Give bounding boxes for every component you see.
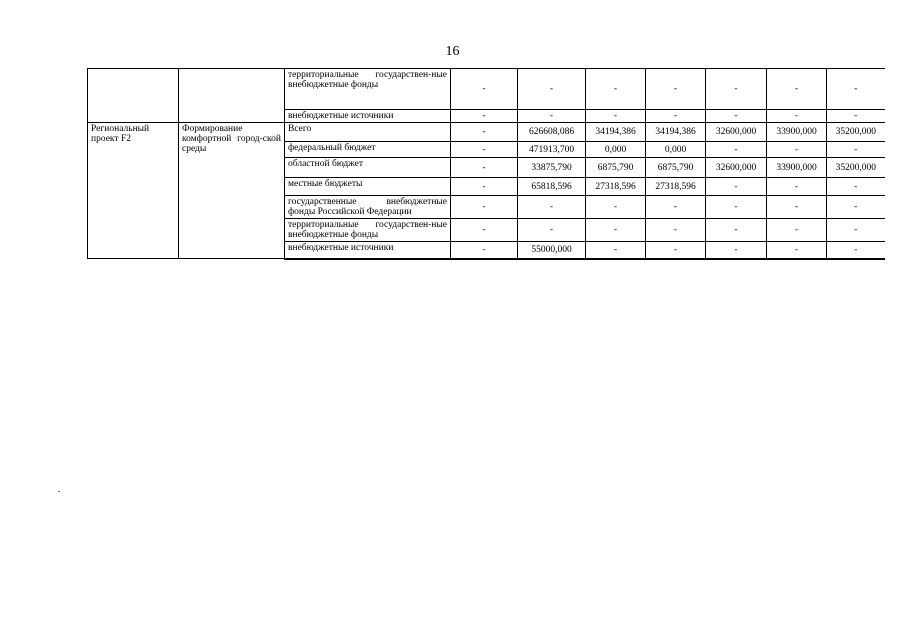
value-cell: - [706, 196, 767, 219]
value-cell: 471913,700 [518, 142, 586, 158]
page-number: 16 [445, 44, 460, 59]
funding-source-cell: внебюджетные источники [285, 242, 451, 259]
value-cell: - [646, 110, 706, 123]
funding-source-cell: территориальные государствен-ные внебюджетные фонды [285, 219, 451, 242]
value-cell: - [646, 242, 706, 259]
value-cell: - [706, 178, 767, 196]
value-cell: 55000,000 [518, 242, 586, 259]
value-cell: - [518, 219, 586, 242]
funding-source-cell: Всего [285, 123, 451, 142]
value-cell: - [767, 178, 827, 196]
value-cell: - [451, 69, 518, 110]
value-cell: 35200,000 [827, 123, 885, 142]
value-cell: 33900,000 [767, 158, 827, 178]
value-cell: 626608,086 [518, 123, 586, 142]
value-cell: - [586, 69, 646, 110]
value-cell: - [827, 69, 885, 110]
value-cell: - [827, 219, 885, 242]
funding-source-cell: территориальные государствен-ные внебюджетные фонды [285, 69, 451, 110]
scan-speck [58, 491, 60, 492]
value-cell: 0,000 [646, 142, 706, 158]
value-cell: 65818,596 [518, 178, 586, 196]
value-cell: - [767, 142, 827, 158]
funding-source-cell: федеральный бюджет [285, 142, 451, 158]
funding-source-cell: внебюджетные источники [285, 110, 451, 123]
table-row [88, 69, 885, 110]
value-cell: 35200,000 [827, 158, 885, 178]
value-cell: - [827, 142, 885, 158]
value-cell: - [451, 242, 518, 259]
value-cell: - [586, 242, 646, 259]
value-cell: 32600,000 [706, 158, 767, 178]
value-cell: 27318,596 [586, 178, 646, 196]
funding-source-cell: областной бюджет [285, 158, 451, 178]
project-goal-cell: Формирование комфортной город-ской среды [179, 123, 285, 259]
funding-source-cell: государственные внебюджетные фонды Российской Федерации [285, 196, 451, 219]
value-cell: - [767, 242, 827, 259]
value-cell: 34194,386 [646, 123, 706, 142]
value-cell: - [706, 242, 767, 259]
value-cell: 6875,790 [586, 158, 646, 178]
value-cell: - [646, 69, 706, 110]
value-cell: - [518, 196, 586, 219]
value-cell: - [451, 123, 518, 142]
value-cell: 27318,596 [646, 178, 706, 196]
value-cell: - [767, 69, 827, 110]
value-cell: - [586, 196, 646, 219]
value-cell: - [451, 110, 518, 123]
value-cell: - [706, 219, 767, 242]
value-cell: 34194,386 [586, 123, 646, 142]
empty-cell [179, 69, 285, 123]
value-cell: - [518, 110, 586, 123]
funding-source-cell: местные бюджеты [285, 178, 451, 196]
value-cell: - [586, 219, 646, 242]
value-cell: 33900,000 [767, 123, 827, 142]
value-cell: - [646, 196, 706, 219]
value-cell: - [646, 219, 706, 242]
value-cell: - [451, 196, 518, 219]
value-cell: - [451, 178, 518, 196]
value-cell: - [586, 110, 646, 123]
value-cell: - [827, 110, 885, 123]
budget-table [87, 68, 885, 260]
value-cell: - [518, 69, 586, 110]
value-cell: - [767, 219, 827, 242]
value-cell: - [767, 196, 827, 219]
value-cell: - [706, 69, 767, 110]
project-name-cell: Региональный проект F2 [88, 123, 179, 259]
empty-cell [88, 69, 179, 123]
value-cell: - [451, 219, 518, 242]
value-cell: - [451, 158, 518, 178]
value-cell: 0,000 [586, 142, 646, 158]
value-cell: 33875,790 [518, 158, 586, 178]
table-row [88, 123, 885, 142]
value-cell: - [706, 142, 767, 158]
value-cell: - [451, 142, 518, 158]
value-cell: - [827, 178, 885, 196]
table-body [88, 69, 885, 259]
value-cell: - [706, 110, 767, 123]
value-cell: 6875,790 [646, 158, 706, 178]
value-cell: - [827, 196, 885, 219]
value-cell: - [827, 242, 885, 259]
value-cell: - [767, 110, 827, 123]
value-cell: 32600,000 [706, 123, 767, 142]
